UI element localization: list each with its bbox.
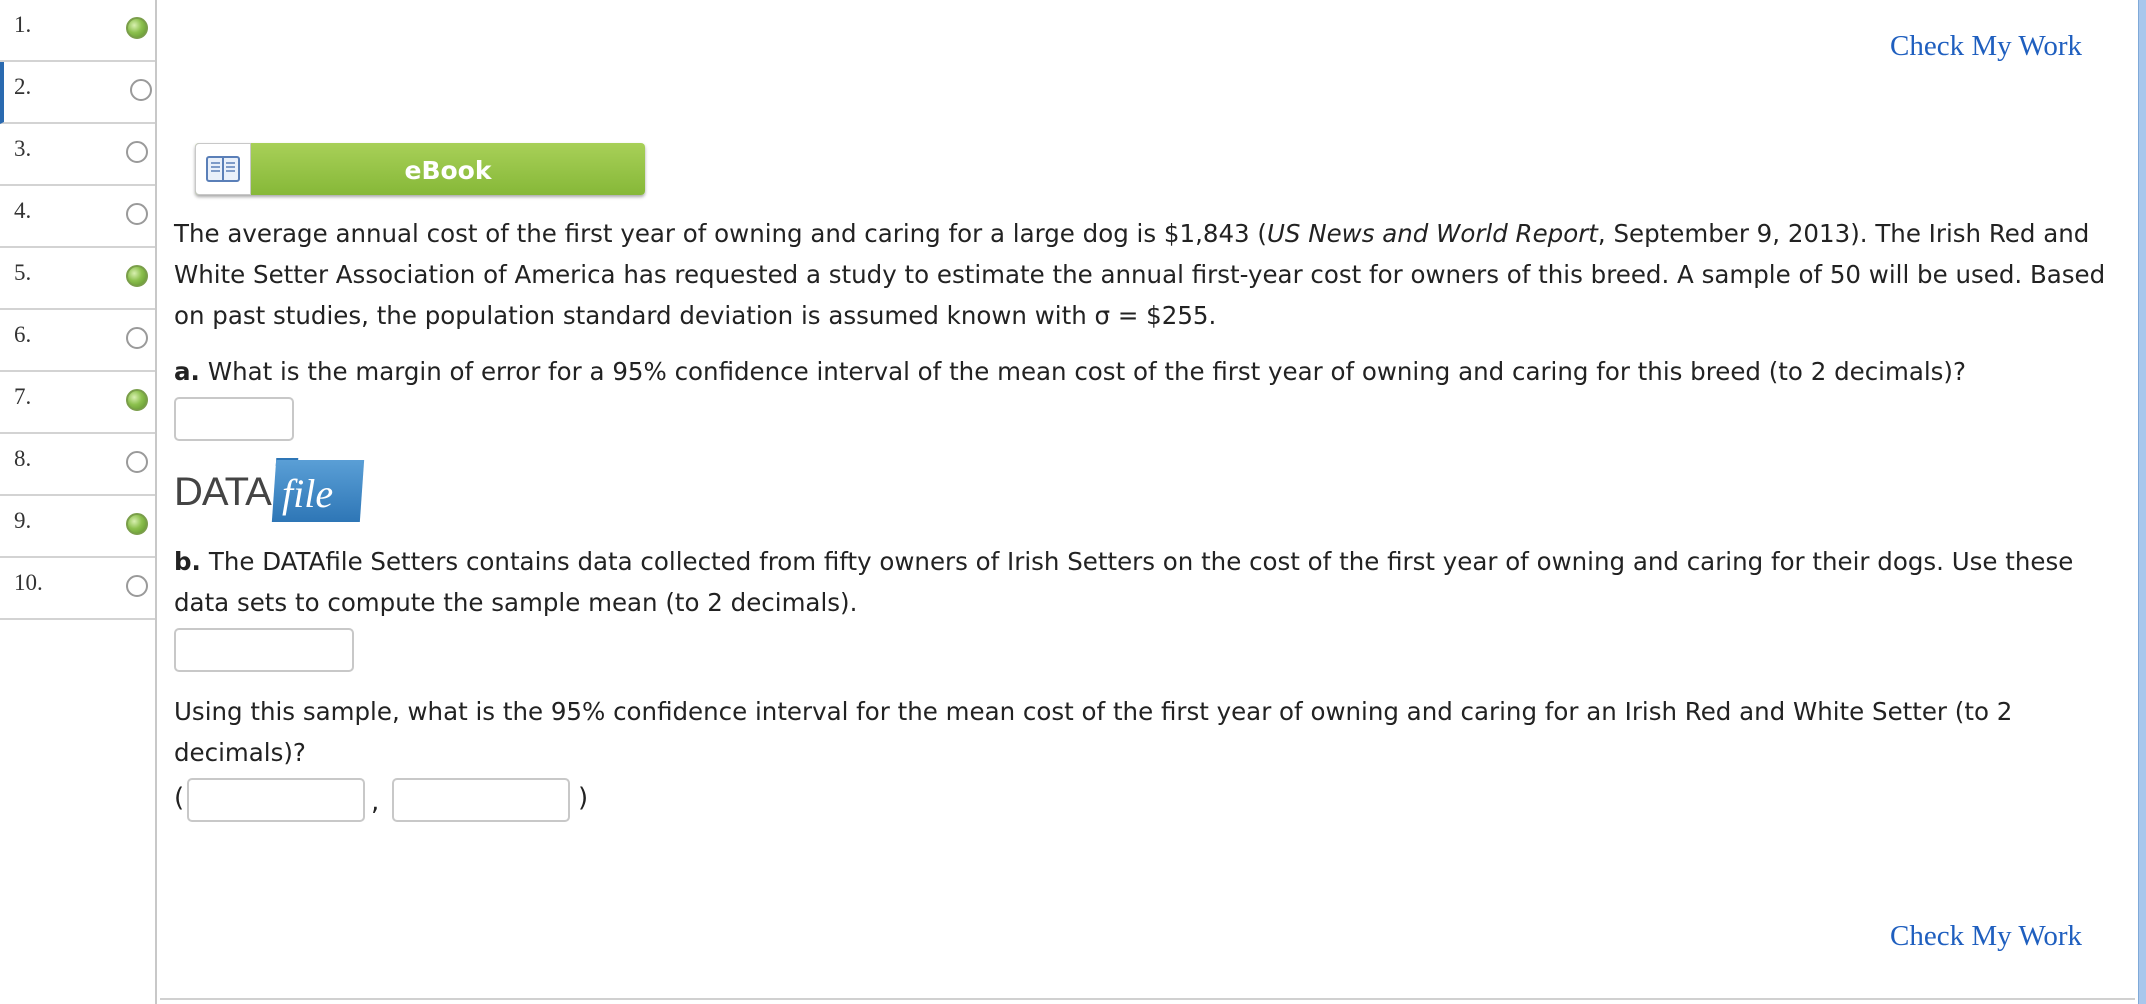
intro-source: US News and World Report (1266, 219, 1598, 248)
intro-text-end: , September 9, 2013). The Irish Red and White Setter Association of America has requested a study to estimate the annual first-year cost for owners of this breed. A sample of 50 will be used. Based on past studies, the population standard deviation is assumed known with σ = $255. (174, 219, 2106, 330)
nav-item-number: 7. (14, 384, 32, 409)
datafile-logo-file: file (282, 471, 334, 516)
ebook-label: eBook (404, 156, 492, 185)
nav-item-8[interactable] (0, 434, 155, 496)
ebook-button[interactable] (195, 143, 645, 195)
interval-separator: , (371, 787, 380, 817)
interval-close-paren: ) (578, 783, 589, 813)
scrollbar[interactable] (2138, 0, 2146, 1004)
nav-item-6[interactable] (0, 310, 155, 372)
open-book-icon (206, 155, 240, 183)
part-b-text: The DATAfile Setters contains data collected from fifty owners of Irish Setters on the cost of the first year of owning and caring for their dogs. Use these data sets to compute the sample mean (to 2 decimals). (174, 547, 2074, 617)
nav-item-number: 10. (14, 570, 43, 595)
nav-item-9[interactable] (0, 496, 155, 558)
interval-open-paren: ( (174, 783, 185, 813)
nav-item-2[interactable] (0, 62, 155, 124)
interval-lower-input[interactable] (187, 778, 365, 822)
nav-item-4[interactable] (0, 186, 155, 248)
bottom-divider (160, 998, 2135, 1000)
intro-text-start: The average annual cost of the first year of owning and caring for a large dog is $1,843 ( (174, 219, 1267, 248)
part-a-text: What is the margin of error for a 95% confidence interval of the mean cost of the first year of owning and caring for this breed (to 2 decimals)? (207, 357, 1966, 386)
part-b-question (174, 541, 2124, 623)
part-c-question: Using this sample, what is the 95% confidence interval for the mean cost of the first year of owning and caring for an Irish Red and White Setter (to 2 decimals)? (174, 697, 2013, 767)
nav-item-number: 4. (14, 198, 32, 223)
nav-item-7[interactable] (0, 372, 155, 434)
datafile-logo (174, 458, 364, 524)
datafile-logo-data: DATA (174, 470, 271, 514)
nav-item-number: 5. (14, 260, 32, 285)
completed-status-icon (126, 265, 148, 287)
incomplete-status-icon (126, 327, 148, 349)
margin-of-error-input[interactable] (174, 397, 294, 441)
completed-status-icon (126, 513, 148, 535)
nav-item-10[interactable] (0, 558, 155, 620)
part-a-letter: a. (174, 357, 200, 386)
incomplete-status-icon (126, 575, 148, 597)
nav-item-number: 9. (14, 508, 32, 533)
incomplete-status-icon (126, 141, 148, 163)
check-my-work-link-bottom[interactable]: Check My Work (1890, 920, 2083, 952)
incomplete-status-icon (130, 79, 152, 101)
interval-upper-input[interactable] (392, 778, 570, 822)
nav-item-number: 8. (14, 446, 32, 471)
question-navigator (0, 0, 157, 1004)
incomplete-status-icon (126, 203, 148, 225)
nav-item-3[interactable] (0, 124, 155, 186)
completed-status-icon (126, 389, 148, 411)
completed-status-icon (126, 17, 148, 39)
ebook-icon-box (195, 143, 251, 195)
nav-item-number: 6. (14, 322, 32, 347)
check-my-work-link-top[interactable]: Check My Work (1890, 30, 2083, 62)
nav-item-1[interactable] (0, 0, 155, 62)
nav-item-5[interactable] (0, 248, 155, 310)
nav-item-number: 2. (14, 74, 32, 99)
question-intro (174, 213, 2124, 336)
nav-item-number: 1. (14, 12, 32, 37)
part-a-question (174, 351, 2124, 392)
nav-item-number: 3. (14, 136, 32, 161)
incomplete-status-icon (126, 451, 148, 473)
sample-mean-input[interactable] (174, 628, 354, 672)
part-b-letter: b. (174, 547, 201, 576)
